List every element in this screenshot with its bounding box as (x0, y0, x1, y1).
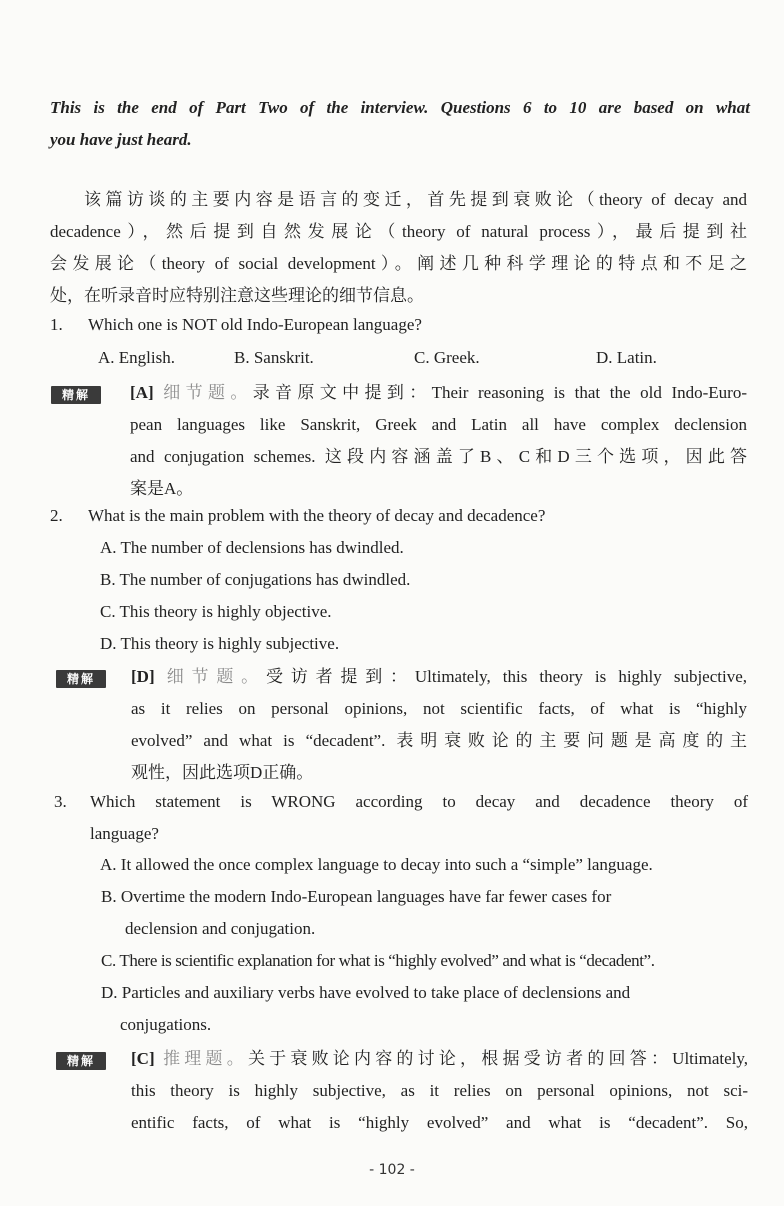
explanation-line: entific facts, of what is “highly evolved” and what is “decadent”. So, (131, 1113, 748, 1132)
question-3-option-c: C. There is scientific explanation for what is “highly evolved” and what is “decadent”. (101, 951, 655, 970)
explanation-badge: 精解 (56, 670, 106, 688)
explanation-badge: 精解 (51, 386, 101, 404)
explanation-line: 观性，因此选项D正确。 (131, 763, 314, 782)
summary-line-4: 处，在听录音时应特别注意这些理论的细节信息。 (50, 286, 424, 305)
question-type: 细节题。 (163, 383, 253, 402)
question-3-option-b: B. Overtime the modern Indo-European languages have far fewer cases for (101, 887, 612, 906)
question-1-option-c: C. Greek. (414, 348, 480, 367)
question-2-option-c: C. This theory is highly objective. (100, 602, 332, 621)
question-1-number: 1. (50, 315, 63, 334)
question-1-option-b: B. Sanskrit. (234, 348, 314, 367)
question-3-option-b-continued: declension and conjugation. (125, 919, 316, 938)
question-type: 推理题。 (163, 1049, 248, 1068)
question-3-option-d-continued: conjugations. (120, 1015, 212, 1034)
question-1-text: Which one is NOT old Indo-European language? (88, 315, 422, 334)
summary-line-1: 该篇访谈的主要内容是语言的变迁，首先提到衰败论（theory of decay and (84, 190, 747, 209)
question-2-number: 2. (50, 506, 63, 525)
question-2-explanation (131, 661, 747, 789)
passage-summary (50, 184, 747, 312)
instruction-line-2: you have just heard. (50, 130, 192, 149)
question-1-explanation (130, 377, 747, 505)
question-3-text-line-1: Which statement is WRONG according to decay and decadence theory of (90, 792, 748, 811)
answer-key: [A] (130, 383, 154, 402)
part-end-instruction (50, 92, 750, 156)
summary-line-2: decadence），然后提到自然发展论（theory of natural process），最后提到社 (50, 222, 747, 241)
page-number: - 102 - (369, 1162, 415, 1178)
explanation-badge: 精解 (56, 1052, 106, 1070)
explanation-line: this theory is highly subjective, as it relies on personal opinions, not sci- (131, 1081, 748, 1100)
answer-key: [D] (131, 667, 155, 686)
question-3-number: 3. (54, 792, 67, 811)
question-1-option-a: A. English. (98, 348, 175, 367)
explanation-line: [C] 推理题。关于衰败论内容的讨论，根据受访者的回答：Ultimately, (131, 1049, 749, 1068)
summary-line-3: 会发展论（theory of social development）。阐述几种科学理论的特点和不足之 (50, 254, 747, 273)
question-2-option-b: B. The number of conjugations has dwindled. (100, 570, 411, 589)
instruction-line-1: This is the end of Part Two of the interview. Questions 6 to 10 are based on what (50, 98, 750, 117)
explanation-line: [D] 细节题。受访者提到：Ultimately, this theory is highly subjective, (131, 667, 748, 686)
explanation-line: pean languages like Sanskrit, Greek and Latin all have complex declension (130, 415, 747, 434)
answer-key: [C] (131, 1049, 155, 1068)
question-3-explanation (131, 1043, 748, 1139)
explanation-line: evolved” and what is “decadent”. 表明衰败论的主要问题是高度的主 (131, 731, 747, 750)
question-type: 细节题。 (166, 667, 266, 686)
explanation-line: and conjugation schemes. 这段内容涵盖了B、C和D三个选项，因此答 (130, 447, 747, 466)
question-1-option-d: D. Latin. (596, 348, 657, 367)
question-2-text: What is the main problem with the theory of decay and decadence? (88, 506, 546, 525)
question-2-option-d: D. This theory is highly subjective. (100, 634, 340, 653)
explanation-line: [A] 细节题。录音原文中提到：Their reasoning is that the old Indo-Euro- (130, 383, 748, 402)
question-3-option-d: D. Particles and auxiliary verbs have evolved to take place of declensions and (101, 983, 631, 1002)
explanation-line: 案是A。 (130, 479, 194, 498)
question-2-option-a: A. The number of declensions has dwindled. (100, 538, 404, 557)
question-3-option-a: A. It allowed the once complex language to decay into such a “simple” language. (100, 855, 653, 874)
explanation-line: as it relies on personal opinions, not scientific facts, of what is “highly (131, 699, 747, 718)
question-3-text-line-2: language? (90, 824, 159, 843)
